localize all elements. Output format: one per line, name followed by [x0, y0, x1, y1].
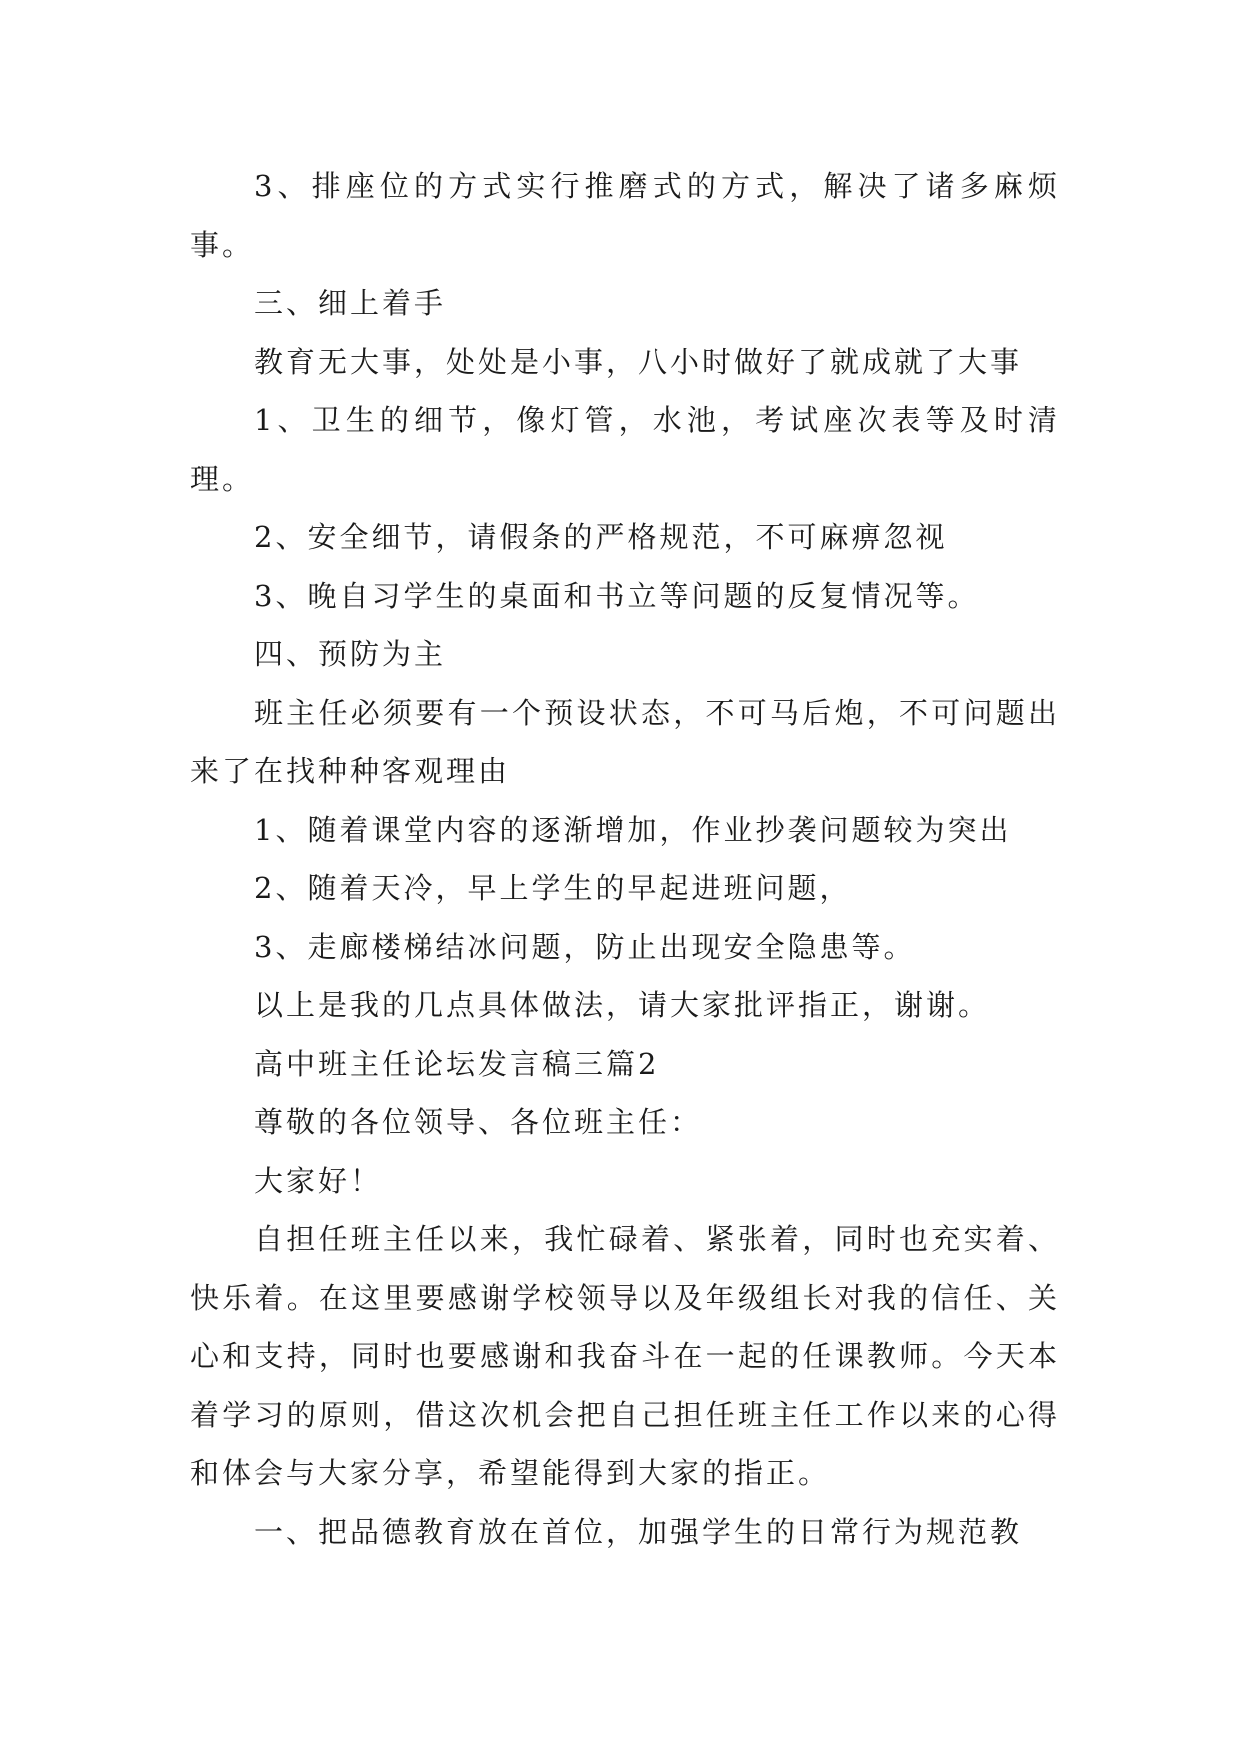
- paragraph: 班主任必须要有一个预设状态，不可马后炮，不可问题出来了在找种种客观理由: [190, 695, 1060, 788]
- paragraph: 3、晚自习学生的桌面和书立等问题的反复情况等。: [254, 578, 980, 613]
- section-heading: 一、把品德教育放在首位，加强学生的日常行为规范教: [254, 1514, 1023, 1549]
- paragraph: 2、随着天冷，早上学生的早起进班问题，: [254, 871, 852, 905]
- paragraph: 教育无大事，处处是小事，八小时做好了就成就了大事: [254, 344, 1023, 379]
- section-heading: 四、预防为主: [254, 637, 447, 671]
- paragraph: 3、排座位的方式实行推磨式的方式，解决了诸多麻烦事。: [190, 169, 1060, 262]
- paragraph: 1、卫生的细节，像灯管，水池，考试座次表等及时清理。: [190, 403, 1060, 496]
- paragraph: 以上是我的几点具体做法，请大家批评指正，谢谢。: [254, 988, 991, 1022]
- paragraph: 3、走廊楼梯结冰问题，防止出现安全隐患等。: [254, 929, 916, 964]
- section-heading: 三、细上着手: [254, 286, 447, 320]
- paragraph: 2、安全细节，请假条的严格规范，不可麻痹忽视: [254, 520, 948, 554]
- greeting: 大家好！: [254, 1163, 383, 1198]
- paragraph: 自担任班主任以来，我忙碌着、紧张着，同时也充实着、快乐着。在这里要感谢学校领导以及年级组长对我的信任、关心和支持，同时也要感谢和我奋斗在一起的任课教师。今天本着学习的原则，借这次机会把自己担任班主任工作以来的心得和体会与大家分享，希望能得到大家的指正。: [190, 1222, 1060, 1490]
- document-title: 高中班主任论坛发言稿三篇2: [254, 1046, 660, 1081]
- salutation: 尊敬的各位领导、各位班主任：: [254, 1105, 703, 1139]
- paragraph: 1、随着课堂内容的逐渐增加，作业抄袭问题较为突出: [254, 812, 1012, 847]
- document-body: [190, 157, 1060, 1561]
